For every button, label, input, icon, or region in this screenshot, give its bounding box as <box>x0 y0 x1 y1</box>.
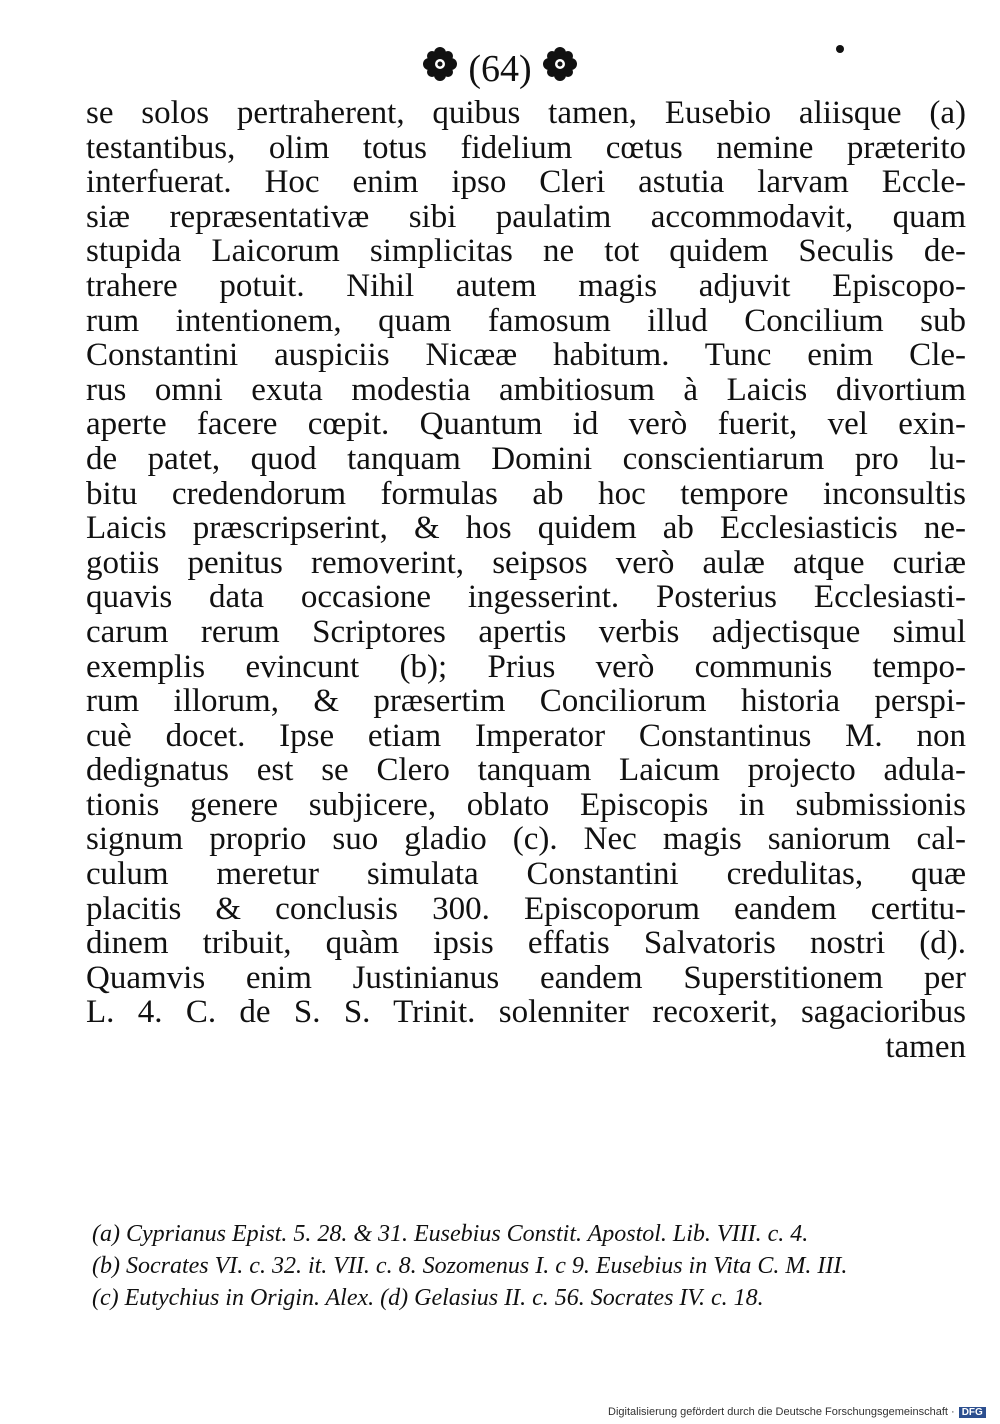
dfg-logo: DFG <box>959 1407 986 1418</box>
text-line: dinem tribuit, quàm ipsis effatis Salvatoris nostri (d). <box>86 925 966 962</box>
text-line: placitis & conclusis 300. Episcoporum eandem certitu- <box>86 890 966 927</box>
page-number: (64) <box>468 48 532 91</box>
flower-ornament-icon <box>423 45 457 93</box>
flower-ornament-icon <box>543 45 577 93</box>
text-line: signum proprio suo gladio (c). Nec magis saniorum cal- <box>86 821 966 858</box>
text-line: siæ repræsentativæ sibi paulatim accommodavit, quam <box>86 198 966 235</box>
text-line: culum meretur simulata Constantini credulitas, quæ <box>86 856 966 893</box>
footnote-a: (a) Cyprianus Epist. 5. 28. & 31. Eusebius Constit. Apostol. Lib. VIII. c. 4. <box>92 1221 809 1247</box>
ink-dot <box>836 45 844 53</box>
footnote-c-d: (c) Eutychius in Origin. Alex. (d) Gelasius II. c. 56. Socrates IV. c. 18. <box>92 1285 764 1311</box>
text-line: testantibus, olim totus fidelium cœtus nemine præterito <box>86 129 966 166</box>
text-line: quavis data occasione ingesserint. Posterius Ecclesiasti- <box>86 579 966 616</box>
text-line: gotiis penitus removerint, seipsos verò aulæ atque curiæ <box>86 544 966 581</box>
footnote-b: (b) Socrates VI. c. 32. it. VII. c. 8. Sozomenus I. c 9. Eusebius in Vita C. M. III. <box>92 1253 848 1279</box>
text-line: se solos pertraherent, quibus tamen, Eusebio aliisque (a) <box>86 95 966 131</box>
digitization-credit <box>608 1406 986 1418</box>
text-line: rum intentionem, quam famosum illud Concilium sub <box>86 302 966 339</box>
text-line: bitu credendorum formulas ab hoc tempore inconsultis <box>86 475 966 512</box>
text-line: dedignatus est se Clero tanquam Laicum projecto adula- <box>86 752 966 789</box>
text-line: Quamvis enim Justinianus eandem Superstitionem per <box>86 959 966 996</box>
text-line: exemplis evincunt (b); Prius verò communis tempo- <box>86 648 966 685</box>
text-line: Laicis præscripserint, & hos quidem ab Ecclesiasticis ne- <box>86 510 966 547</box>
catchword-line: tamen <box>885 1029 966 1066</box>
text-line: rus omni exuta modestia ambitiosum à Laicis divortium <box>86 371 966 408</box>
text-line: carum rerum Scriptores apertis verbis adjectisque simul <box>86 613 966 650</box>
text-line: cuè docet. Ipse etiam Imperator Constantinus M. non <box>86 717 966 754</box>
text-line: aperte facere cœpit. Quantum id verò fuerit, vel exin- <box>86 406 966 443</box>
text-line: interfuerat. Hoc enim ipso Cleri astutia larvam Eccle- <box>86 164 966 201</box>
text-line: Constantini auspiciis Nicææ habitum. Tunc enim Cle- <box>86 337 966 374</box>
credit-text: Digitalisierung gefördert durch die Deutsche Forschungsgemeinschaft · <box>608 1406 955 1418</box>
body-text <box>86 96 966 1065</box>
text-line: rum illorum, & præsertim Conciliorum historia perspi- <box>86 683 966 720</box>
text-line: trahere potuit. Nihil autem magis adjuvit Episcopo- <box>86 267 966 304</box>
text-line: tionis genere subjicere, oblato Episcopis in submissionis <box>86 786 966 823</box>
text-line: L. 4. C. de S. S. Trinit. solenniter recoxerit, sagacioribus <box>86 994 966 1031</box>
footnotes <box>92 1218 962 1314</box>
text-line: de patet, quod tanquam Domini conscientiarum pro lu- <box>86 440 966 477</box>
text-line: stupida Laicorum simplicitas ne tot quidem Seculis de- <box>86 233 966 270</box>
page-header <box>0 42 1000 93</box>
